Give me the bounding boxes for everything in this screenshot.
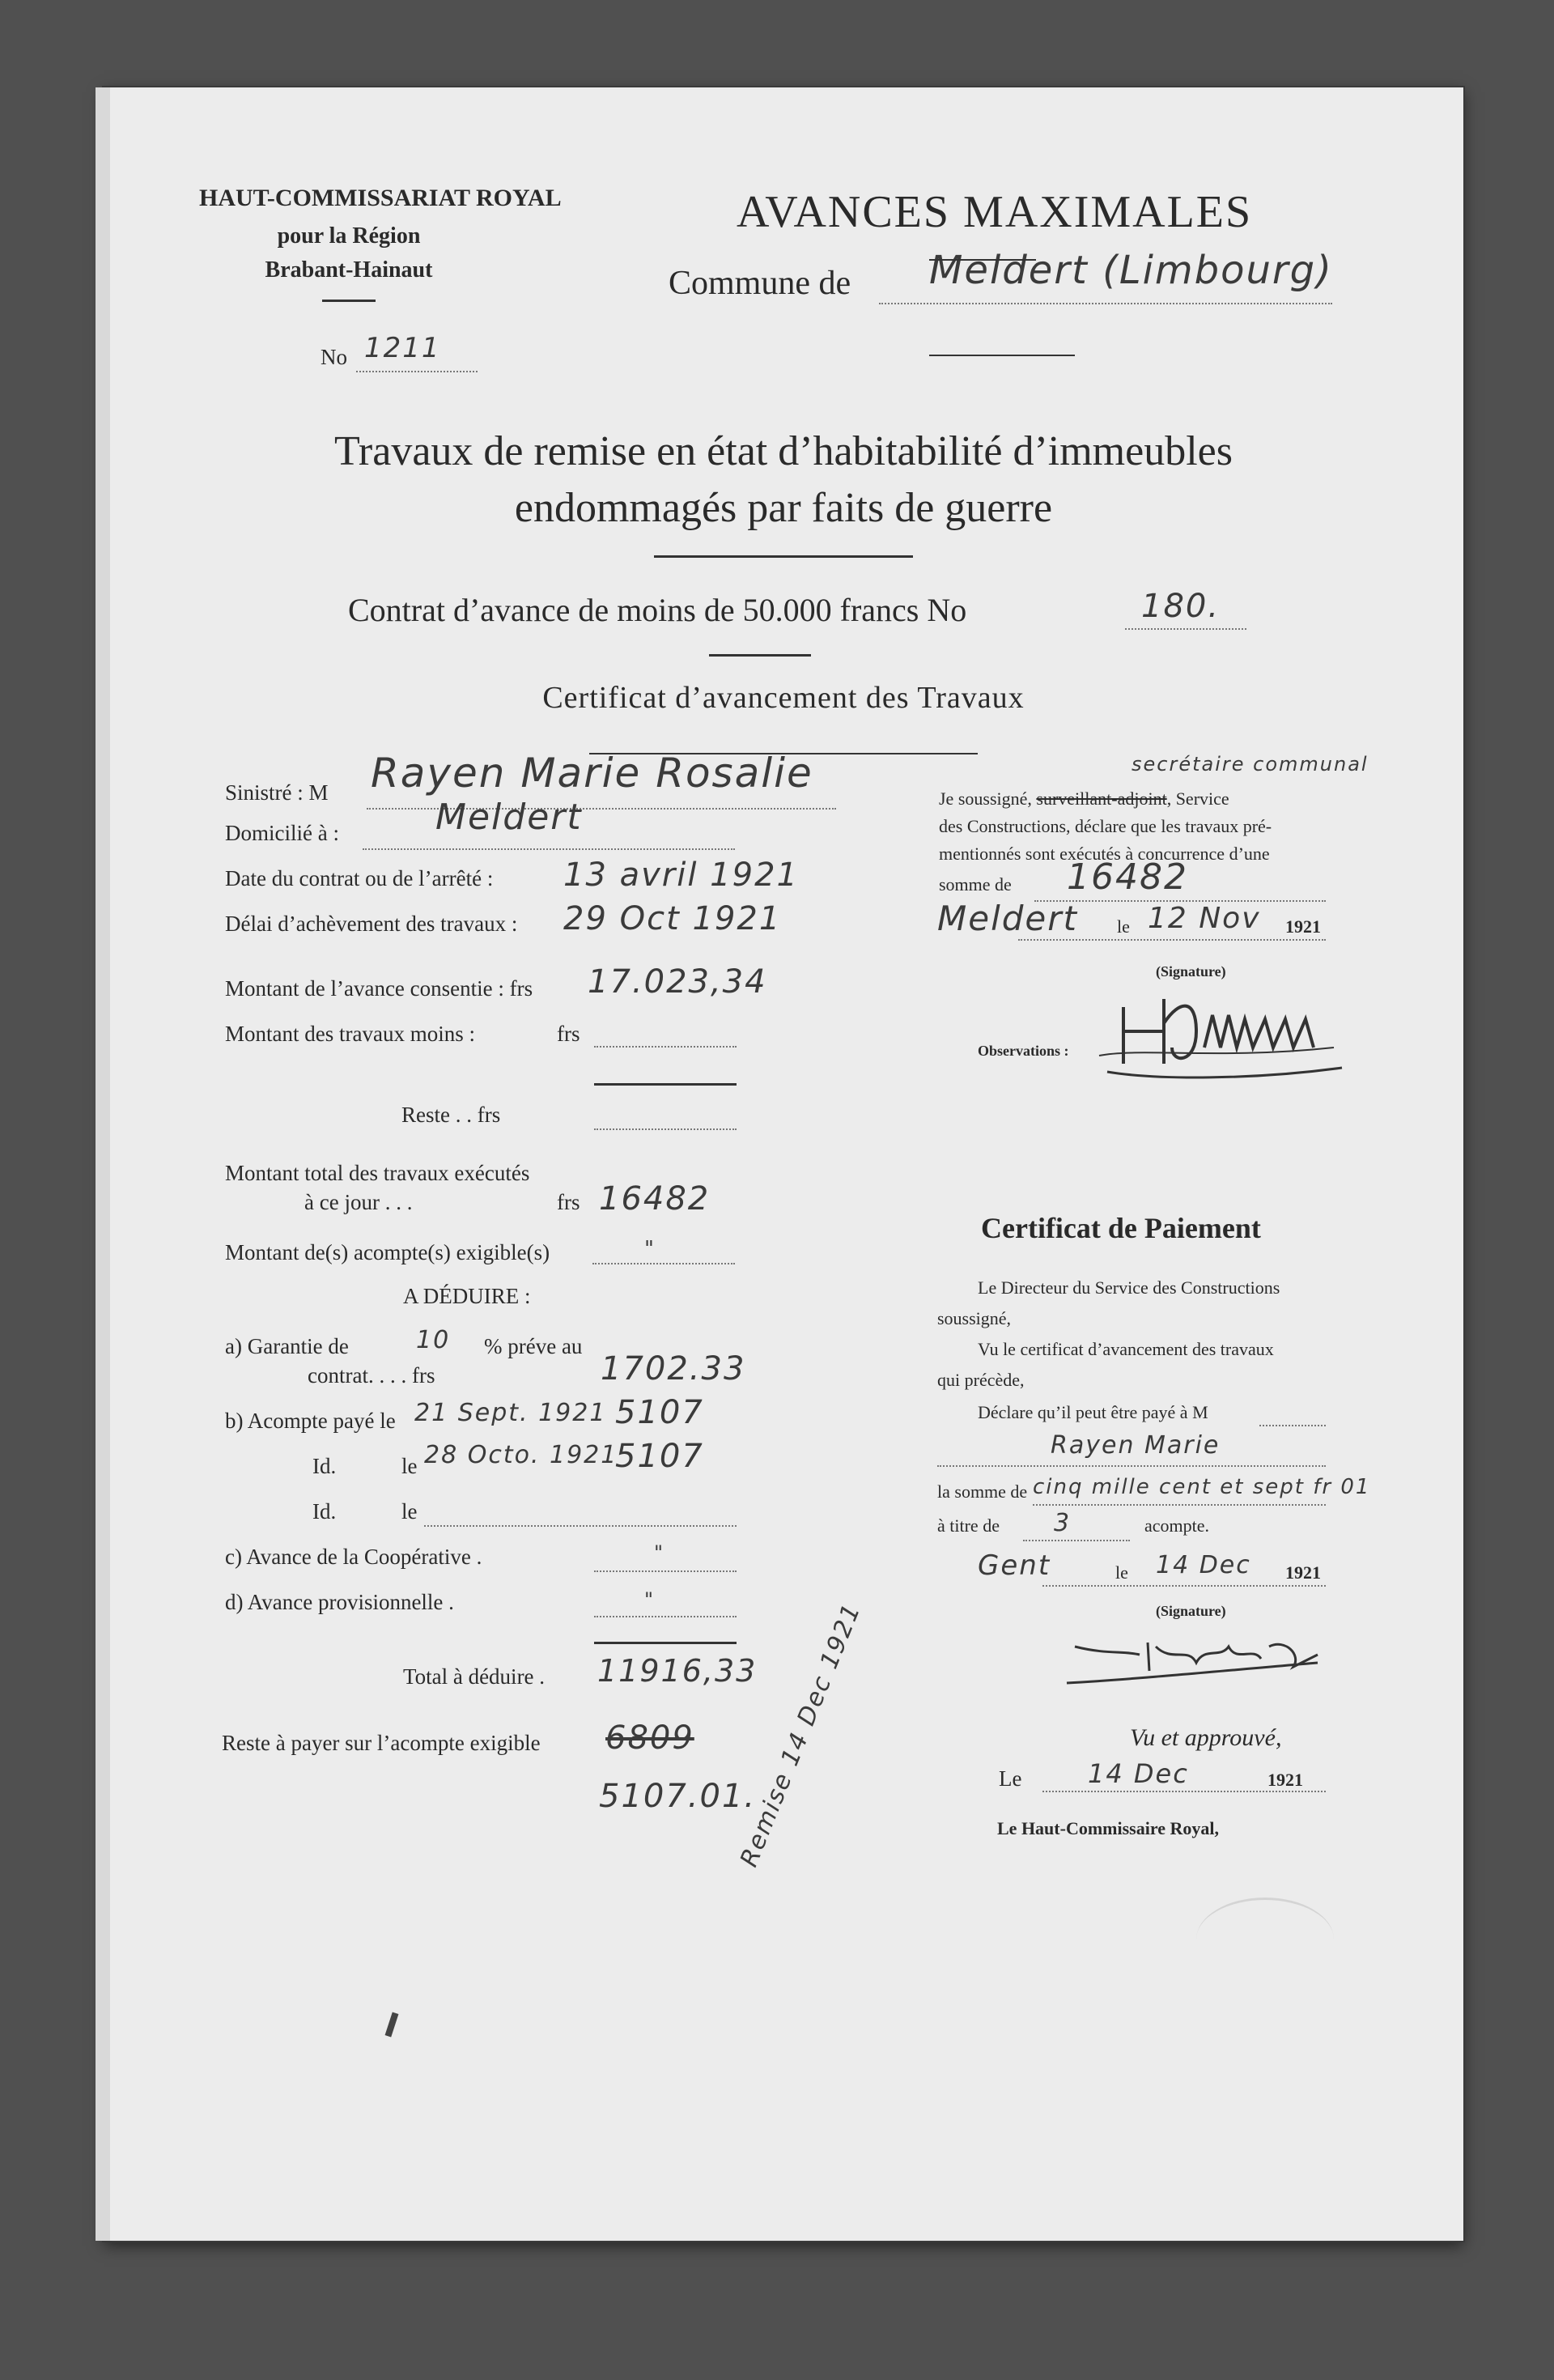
- sinistre-value: Rayen Marie Rosalie: [371, 750, 813, 797]
- id2-le: le: [401, 1499, 418, 1524]
- number-label: No: [321, 345, 347, 369]
- date-day: 12 Nov: [1148, 902, 1261, 935]
- coop-value: ": [654, 1541, 665, 1564]
- signature-label: (Signature): [1156, 963, 1226, 980]
- garantie-label-text: a) Garantie de: [225, 1334, 349, 1358]
- issuer-line3: Brabant-Hainaut: [265, 257, 433, 283]
- payee-dots-1: [1259, 1425, 1326, 1426]
- observations-label: Observations :: [978, 1043, 1069, 1059]
- sinistre-label: Sinistré : M: [225, 780, 329, 805]
- acompte-b-value: 5107: [615, 1394, 704, 1431]
- acompte-exigible-dots: [592, 1263, 735, 1264]
- montant-total-label1: Montant total des travaux exécutés: [225, 1161, 530, 1185]
- year2: 1921: [1285, 1562, 1321, 1583]
- somme2-value: cinq mille cent et sept fr 01: [1033, 1475, 1371, 1499]
- ink-mark: [385, 2012, 399, 2037]
- prov-value: ": [644, 1588, 656, 1611]
- main-title-line1: Travaux de remise en état d’habitabilité d’immeubles: [334, 428, 1233, 474]
- reste-payer-correction: 5107.01.: [599, 1778, 757, 1815]
- acompte-b-label: b) Acompte payé le: [225, 1409, 396, 1433]
- soussigne-line2: des Constructions, déclare que les travaux pré-: [939, 816, 1272, 836]
- issuer-line2: pour la Région: [277, 223, 421, 249]
- paiement-line4: qui précède,: [937, 1370, 1025, 1390]
- domicile-dots: [363, 848, 735, 850]
- coop-dots: [594, 1570, 737, 1572]
- ornament-rule-bottom: [929, 355, 1075, 356]
- id2-dots: [424, 1525, 737, 1527]
- paiement-line1: Le Directeur du Service des Constructions: [978, 1277, 1280, 1298]
- soussigne-struck: surveillant-adjoint: [1036, 788, 1167, 809]
- paiement-title: Certificat de Paiement: [981, 1212, 1261, 1244]
- soussigne-text: Je soussigné,: [939, 788, 1032, 809]
- soussigne-line1: [939, 788, 1229, 810]
- somme-label: somme de: [939, 874, 1012, 895]
- id2-label: Id.: [312, 1499, 337, 1524]
- montant-total-value: 16482: [599, 1180, 711, 1218]
- moins-dots: [594, 1046, 737, 1048]
- reste-payer-value: 6809: [605, 1719, 694, 1757]
- acompte-b-date: 21 Sept. 1921: [414, 1399, 607, 1427]
- le2-label: le: [1115, 1562, 1128, 1583]
- place2: Gent: [978, 1549, 1051, 1582]
- reste-label: Reste . . frs: [401, 1103, 501, 1127]
- date-contrat-label: Date du contrat ou de l’arrêté :: [225, 866, 494, 890]
- frs-moins: frs: [557, 1022, 580, 1046]
- commune-label: Commune de: [669, 265, 851, 302]
- le3-label: Le: [999, 1766, 1022, 1791]
- issuer-line1: HAUT-COMMISSARIAT ROYAL: [199, 185, 562, 211]
- date3-dots: [1042, 1791, 1326, 1792]
- moins-rule: [594, 1083, 737, 1086]
- year: 1921: [1285, 916, 1321, 937]
- title-rule: [654, 555, 913, 558]
- paiement-line3: Vu le certificat d’avancement des travaux: [978, 1339, 1274, 1359]
- place: Meldert: [937, 899, 1078, 938]
- date2-dots: [1042, 1585, 1326, 1587]
- id1-le: le: [401, 1454, 418, 1478]
- soussigne-line3: mentionnés sont exécutés à concurrence d’une: [939, 844, 1270, 864]
- garantie-value: 1702.33: [601, 1350, 746, 1388]
- id1-value: 5107: [615, 1438, 704, 1475]
- delai-value: 29 Oct 1921: [563, 900, 782, 937]
- handwritten-annotation: Remise 14 Dec 1921: [735, 1599, 867, 1872]
- contract-number: 180.: [1141, 588, 1221, 625]
- total-value: 11916,33: [597, 1653, 758, 1689]
- a-deduire-heading: A DÉDUIRE :: [403, 1284, 531, 1308]
- vu-approuve: Vu et approuvé,: [1130, 1724, 1282, 1751]
- id1-date: 28 Octo. 1921: [424, 1441, 618, 1469]
- soussigne-note: secrétaire communal: [1132, 753, 1369, 776]
- contract-rule: [709, 654, 811, 657]
- garantie-label: [225, 1334, 349, 1359]
- prov-dots: [594, 1616, 737, 1617]
- coop-label: c) Avance de la Coopérative .: [225, 1545, 482, 1569]
- id1-label: Id.: [312, 1454, 337, 1478]
- date-dots: [1018, 939, 1326, 941]
- document-title: AVANCES MAXIMALES: [737, 187, 1253, 237]
- main-title-line2: endommagés par faits de guerre: [514, 485, 1053, 531]
- somme2-dots: [1033, 1504, 1326, 1506]
- montant-moins-label: Montant des travaux moins :: [225, 1022, 475, 1046]
- somme2-label: la somme de: [937, 1481, 1028, 1502]
- somme-value: 16482: [1067, 856, 1188, 898]
- haut-commissaire-label: Le Haut-Commissaire Royal,: [997, 1818, 1219, 1838]
- number-value: 1211: [364, 332, 441, 364]
- domicile-value: Meldert: [435, 797, 583, 838]
- signature2-label: (Signature): [1156, 1603, 1226, 1619]
- faint-stamp-mark: [1196, 1898, 1334, 1981]
- contract-label: Contrat d’avance de moins de 50.000 francs No: [348, 592, 967, 628]
- paiement-line5: Déclare qu’il peut être payé à M: [978, 1402, 1208, 1422]
- le-label: le: [1117, 916, 1130, 937]
- acompte-exigible-label: Montant de(s) acompte(s) exigible(s): [225, 1240, 550, 1264]
- ornament-rule-top: [929, 259, 1036, 261]
- issuer-rule: [322, 300, 376, 302]
- signature-2: [1059, 1622, 1326, 1695]
- montant-total-label2: à ce jour . . .: [304, 1190, 413, 1214]
- delai-label: Délai d’achèvement des travaux :: [225, 912, 518, 936]
- montant-avance-value: 17.023,34: [588, 963, 767, 1001]
- contract-dots: [1125, 628, 1246, 630]
- frs-total: frs: [557, 1190, 580, 1214]
- titre-dots: [1023, 1540, 1130, 1541]
- date3: 14 Dec: [1088, 1758, 1189, 1789]
- garantie-pct: 10: [416, 1326, 451, 1354]
- reste-payer-label: Reste à payer sur l’acompte exigible: [222, 1731, 541, 1755]
- date-contrat-value: 13 avril 1921: [563, 856, 799, 894]
- commune-dots: [879, 303, 1332, 304]
- payee-name: Rayen Marie: [1051, 1431, 1221, 1460]
- commune-value: Meldert (Limbourg): [929, 248, 1333, 293]
- titre-label: à titre de: [937, 1515, 1000, 1536]
- document-sheet: [104, 87, 1463, 2241]
- acompte-word: acompte.: [1144, 1515, 1210, 1536]
- montant-avance-label: Montant de l’avance consentie : frs: [225, 976, 533, 1001]
- prov-label: d) Avance provisionnelle .: [225, 1590, 454, 1614]
- signature-1: [1091, 983, 1358, 1088]
- acompte-exigible-value: ": [644, 1237, 656, 1261]
- year3: 1921: [1267, 1770, 1303, 1790]
- certificate-title: Certificat d’avancement des Travaux: [542, 681, 1025, 715]
- soussigne-service: , Service: [1166, 788, 1229, 809]
- domicile-label: Domicilié à :: [225, 821, 339, 845]
- titre-value: 3: [1054, 1509, 1072, 1537]
- garantie-label-b: % préve au: [484, 1334, 583, 1358]
- reste-dots: [594, 1128, 737, 1130]
- date2: 14 Dec: [1156, 1551, 1251, 1579]
- number-dots: [356, 371, 478, 372]
- total-rule: [594, 1642, 737, 1644]
- garantie-label2: contrat. . . . frs: [308, 1363, 435, 1388]
- paiement-line2: soussigné,: [937, 1308, 1012, 1328]
- total-label: Total à déduire .: [403, 1664, 546, 1689]
- payee-dots-2: [937, 1465, 1326, 1467]
